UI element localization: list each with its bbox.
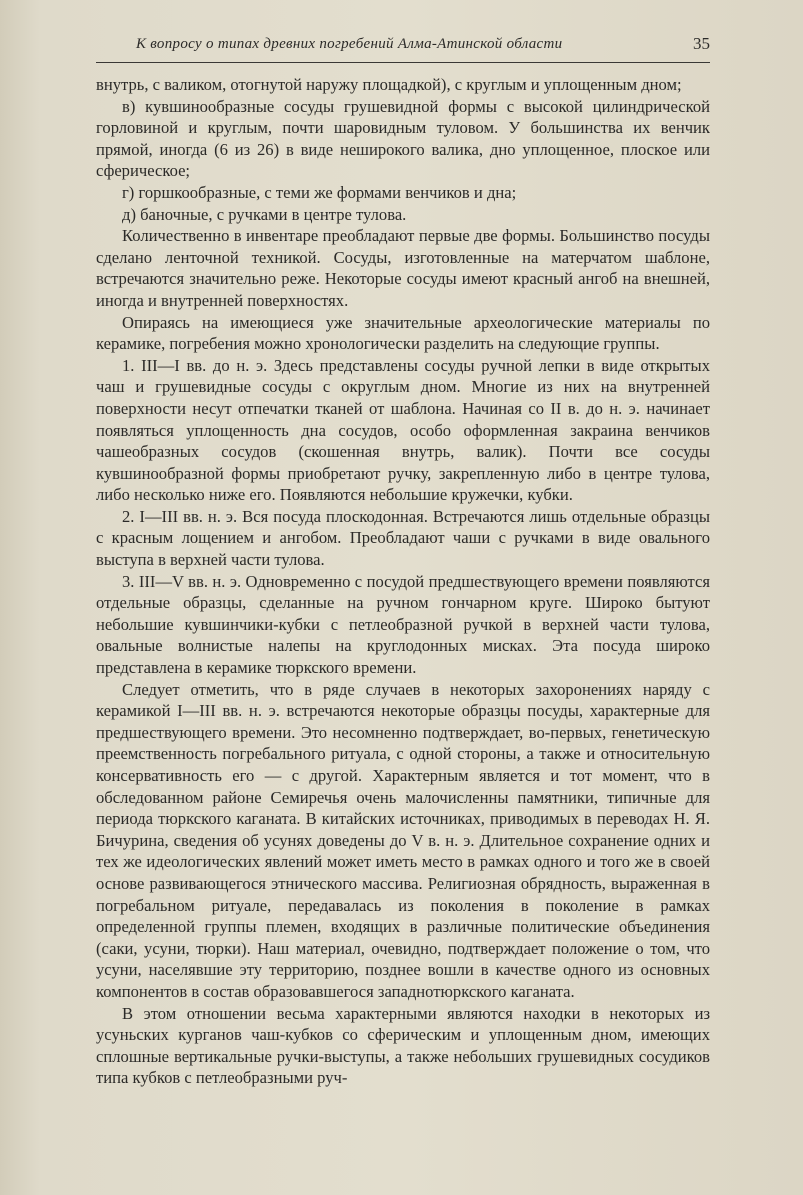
paragraph-groups-intro: Опираясь на имеющиеся уже значительные археологические материалы по керамике, погребения можно хронологически разделить на следующие группы. <box>96 312 710 354</box>
paragraph-inventory: Количественно в инвентаре преобладают первые две формы. Большинство посуды сделано ленточной техникой. Сосуды, изготовленные на матерчатом шаблоне, встречаются значительно реже. Некоторые сосуды имеют красный ангоб на внешней, иногда и внутренней поверхностях. <box>96 226 710 310</box>
paragraph-findings: В этом отношении весьма характерными являются находки в некоторых из усуньских курганов чаш-кубков со сферическим и уплощенным дном, имеющих сплошные вертикальные ручки-выступы, а также небольших грушевидных сосудиков типа кубков с петлеобразными руч- <box>96 1003 710 1088</box>
paragraph-1: внутрь, с валиком, отогнутой наружу площадкой), с круглым и уплощенным дном; <box>96 75 682 94</box>
paragraph-group-1: 1. III—I вв. до н. э. Здесь представлены сосуды ручной лепки в виде открытых чаш и грушевидные сосуды с округлым дном. Многие из них на внутренней поверхности несут отпечатки тканей от шаблона. Начиная со II в. до н. э. начинает появляться уплощенность дна сосудов, особо оформленная закраина венчиков чашеобразных сосудов (скошенная внутрь, валик). Почти все сосуды кувшинообразной формы приобретают ручку, закрепленную либо в центре тулова, либо несколько ниже его. Появляются небольшие кружечки, кубки. <box>96 355 710 505</box>
running-title: К вопросу о типах древних погребений Алма-Атинской области <box>136 36 563 52</box>
paragraph-list-item-v: в) кувшинообразные сосуды грушевидной формы с высокой цилиндрической горловиной и круглым, почти шаровидным туловом. У большинства их венчик прямой, иногда (6 из 26) в виде неширокого валика, дно уплощенное, плоское или сферическое; <box>96 96 710 181</box>
body-text <box>96 74 710 1089</box>
paragraph-list-item-g: г) горшкообразные, с теми же формами венчиков и дна; <box>122 182 517 202</box>
paragraph-discussion: Следует отметить, что в ряде случаев в некоторых захоронениях наряду с керамикой I—III вв. н. э. встречаются некоторые образцы посуды, характерные для предшествующего времени. Это несомненно подтверждает, во-первых, генетическую преемственность погребального ритуала, с одной стороны, а также и относительную консервативность его — с другой. Характерным является и тот момент, что в обследованном районе Семиречья очень малочисленны памятники, типичные для периода тюркского каганата. В китайских источниках, приводимых в переводах Н. Я. Бичурина, сведения об усунях доведены до V в. н. э. Длительное сохранение одних и тех же идеологических явлений может иметь место в рамках одного и того же в своей основе развивающегося этнического массива. Религиозная обрядность, выраженная в погребальном ритуале, передавалась из поколения в поколение в рамках определенной группы племен, входящих в различные политические объединения (саки, усуни, тюрки). Наш материал, очевидно, подтверждает положение о том, что усуни, населявшие эту территорию, позднее вошли в качестве одного из основных компонентов в состав образовавшегося западнотюркского каганата. <box>96 679 710 1001</box>
paragraph-group-3: 3. III—V вв. н. э. Одновременно с посудой предшествующего времени появляются отдельные образцы, сделанные на ручном гончарном круге. Широко бытуют небольшие кувшинчики-кубки с петлеобразной ручкой в верхней части тулова, овальные волнистые налепы на круглодонных мисках. Эта посуда широко представлена в керамике тюркского времени. <box>96 571 710 678</box>
paragraph-group-2: 2. I—III вв. н. э. Вся посуда плоскодонная. Встречаются лишь отдельные образцы с красным лощением и ангобом. Преобладают чаши с ручками в виде овального выступа в верхней части тулова. <box>96 506 710 570</box>
running-header <box>96 32 710 63</box>
paragraph-list-item-d: д) баночные, с ручками в центре тулова. <box>122 204 407 224</box>
page-number: 35 <box>693 34 710 53</box>
